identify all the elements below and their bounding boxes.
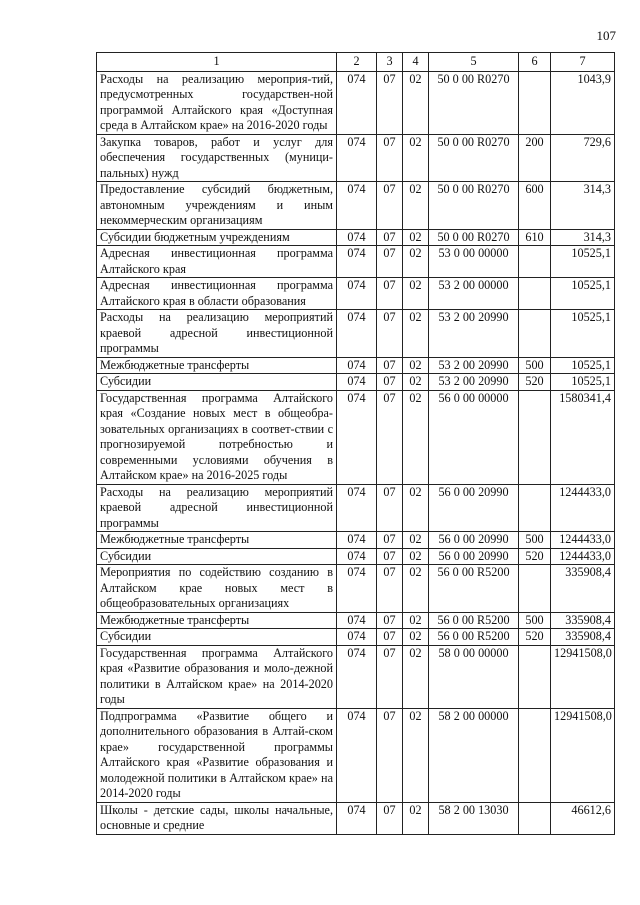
section-code: 07 xyxy=(377,134,403,182)
table-row xyxy=(97,548,615,565)
column-header: 5 xyxy=(429,53,519,72)
page-number: 107 xyxy=(596,28,616,43)
subsection-code: 02 xyxy=(403,246,429,278)
amount: 46612,6 xyxy=(551,802,615,834)
target-article-code: 53 2 00 20990 xyxy=(429,374,519,391)
table-row xyxy=(97,374,615,391)
amount: 10525,1 xyxy=(551,278,615,310)
ministry-code: 074 xyxy=(337,629,377,646)
header-row xyxy=(97,53,615,72)
subsection-code: 02 xyxy=(403,374,429,391)
target-article-code: 53 2 00 20990 xyxy=(429,357,519,374)
ministry-code: 074 xyxy=(337,532,377,549)
expense-type-code: 520 xyxy=(519,629,551,646)
section-code: 07 xyxy=(377,629,403,646)
expense-type-code xyxy=(519,246,551,278)
expense-type-code: 600 xyxy=(519,182,551,230)
table-row xyxy=(97,246,615,278)
ministry-code: 074 xyxy=(337,182,377,230)
ministry-code: 074 xyxy=(337,71,377,134)
target-article-code: 58 2 00 13030 xyxy=(429,802,519,834)
row-name: Мероприятия по содействию созданию в Алтайском крае новых мест в общеобразовательных организациях xyxy=(97,565,337,613)
column-header: 4 xyxy=(403,53,429,72)
expense-type-code xyxy=(519,278,551,310)
row-name: Межбюджетные трансферты xyxy=(97,357,337,374)
expense-type-code: 520 xyxy=(519,374,551,391)
amount: 314,3 xyxy=(551,229,615,246)
amount: 1244433,0 xyxy=(551,548,615,565)
ministry-code: 074 xyxy=(337,134,377,182)
table-row xyxy=(97,612,615,629)
ministry-code: 074 xyxy=(337,484,377,532)
expense-type-code: 610 xyxy=(519,229,551,246)
subsection-code: 02 xyxy=(403,484,429,532)
row-name: Государственная программа Алтайского края «Развитие образования и моло-дежной политики в Алтайском крае» на 2014-2020 годы xyxy=(97,645,337,708)
expense-type-code: 500 xyxy=(519,532,551,549)
table-row xyxy=(97,645,615,708)
row-name: Адресная инвестиционная программа Алтайского края xyxy=(97,246,337,278)
ministry-code: 074 xyxy=(337,612,377,629)
budget-table xyxy=(96,52,615,835)
row-name: Субсидии бюджетным учреждениям xyxy=(97,229,337,246)
target-article-code: 50 0 00 R0270 xyxy=(429,134,519,182)
section-code: 07 xyxy=(377,708,403,802)
row-name: Государственная программа Алтайского края «Создание новых мест в общеобра-зовательных организациях в соответ-ствии с прогнозируемой потребностью и современными условиями обучения в Алтайском крае» на 2016-2025 годы xyxy=(97,390,337,484)
ministry-code: 074 xyxy=(337,708,377,802)
table-row xyxy=(97,390,615,484)
amount: 729,6 xyxy=(551,134,615,182)
amount: 335908,4 xyxy=(551,612,615,629)
column-header: 6 xyxy=(519,53,551,72)
target-article-code: 58 0 00 00000 xyxy=(429,645,519,708)
subsection-code: 02 xyxy=(403,310,429,358)
column-header: 7 xyxy=(551,53,615,72)
section-code: 07 xyxy=(377,612,403,629)
target-article-code: 56 0 00 R5200 xyxy=(429,612,519,629)
amount: 10525,1 xyxy=(551,310,615,358)
target-article-code: 56 0 00 20990 xyxy=(429,532,519,549)
section-code: 07 xyxy=(377,229,403,246)
row-name: Межбюджетные трансферты xyxy=(97,612,337,629)
table-row xyxy=(97,310,615,358)
table-row xyxy=(97,532,615,549)
expense-type-code xyxy=(519,390,551,484)
table-row xyxy=(97,278,615,310)
amount: 10525,1 xyxy=(551,374,615,391)
expense-type-code xyxy=(519,565,551,613)
expense-type-code xyxy=(519,708,551,802)
ministry-code: 074 xyxy=(337,229,377,246)
section-code: 07 xyxy=(377,182,403,230)
row-name: Школы - детские сады, школы начальные, основные и средние xyxy=(97,802,337,834)
ministry-code: 074 xyxy=(337,357,377,374)
section-code: 07 xyxy=(377,357,403,374)
row-name: Расходы на реализацию мероприя-тий, предусмотренных государствен-ной программой Алтайского края «Доступная среда в Алтайском крае» на 2016-2020 годы xyxy=(97,71,337,134)
table-row xyxy=(97,629,615,646)
expense-type-code: 200 xyxy=(519,134,551,182)
target-article-code: 56 0 00 R5200 xyxy=(429,629,519,646)
amount: 335908,4 xyxy=(551,629,615,646)
amount: 1244433,0 xyxy=(551,484,615,532)
subsection-code: 02 xyxy=(403,357,429,374)
table-row xyxy=(97,229,615,246)
amount: 314,3 xyxy=(551,182,615,230)
section-code: 07 xyxy=(377,390,403,484)
subsection-code: 02 xyxy=(403,182,429,230)
target-article-code: 50 0 00 R0270 xyxy=(429,71,519,134)
ministry-code: 074 xyxy=(337,802,377,834)
section-code: 07 xyxy=(377,484,403,532)
ministry-code: 074 xyxy=(337,645,377,708)
table-row xyxy=(97,182,615,230)
row-name: Субсидии xyxy=(97,374,337,391)
target-article-code: 50 0 00 R0270 xyxy=(429,182,519,230)
expense-type-code: 500 xyxy=(519,357,551,374)
amount: 1580341,4 xyxy=(551,390,615,484)
ministry-code: 074 xyxy=(337,246,377,278)
target-article-code: 56 0 00 R5200 xyxy=(429,565,519,613)
section-code: 07 xyxy=(377,532,403,549)
subsection-code: 02 xyxy=(403,229,429,246)
ministry-code: 074 xyxy=(337,548,377,565)
column-header: 3 xyxy=(377,53,403,72)
subsection-code: 02 xyxy=(403,548,429,565)
amount: 1043,9 xyxy=(551,71,615,134)
subsection-code: 02 xyxy=(403,532,429,549)
amount: 1244433,0 xyxy=(551,532,615,549)
section-code: 07 xyxy=(377,374,403,391)
table-row xyxy=(97,565,615,613)
target-article-code: 58 2 00 00000 xyxy=(429,708,519,802)
section-code: 07 xyxy=(377,645,403,708)
amount: 10525,1 xyxy=(551,246,615,278)
row-name: Расходы на реализацию мероприятий краевой адресной инвестиционной программы xyxy=(97,484,337,532)
expense-type-code xyxy=(519,802,551,834)
ministry-code: 074 xyxy=(337,390,377,484)
subsection-code: 02 xyxy=(403,134,429,182)
expense-type-code: 520 xyxy=(519,548,551,565)
target-article-code: 56 0 00 20990 xyxy=(429,484,519,532)
amount: 10525,1 xyxy=(551,357,615,374)
target-article-code: 53 2 00 00000 xyxy=(429,278,519,310)
ministry-code: 074 xyxy=(337,278,377,310)
row-name: Подпрограмма «Развитие общего и дополнительного образования в Алтай-ском крае» государственной программы Алтайского края «Развитие образования и молодежной политики в Алтайском крае» на 2014-2020 годы xyxy=(97,708,337,802)
ministry-code: 074 xyxy=(337,565,377,613)
section-code: 07 xyxy=(377,565,403,613)
row-name: Расходы на реализацию мероприятий краевой адресной инвестиционной программы xyxy=(97,310,337,358)
row-name: Субсидии xyxy=(97,629,337,646)
target-article-code: 53 2 00 20990 xyxy=(429,310,519,358)
subsection-code: 02 xyxy=(403,71,429,134)
section-code: 07 xyxy=(377,802,403,834)
expense-type-code xyxy=(519,484,551,532)
section-code: 07 xyxy=(377,310,403,358)
subsection-code: 02 xyxy=(403,565,429,613)
column-header: 1 xyxy=(97,53,337,72)
subsection-code: 02 xyxy=(403,612,429,629)
section-code: 07 xyxy=(377,71,403,134)
amount: 335908,4 xyxy=(551,565,615,613)
ministry-code: 074 xyxy=(337,310,377,358)
expense-type-code xyxy=(519,71,551,134)
table-row xyxy=(97,484,615,532)
row-name: Межбюджетные трансферты xyxy=(97,532,337,549)
amount: 12941508,0 xyxy=(551,645,615,708)
column-header: 2 xyxy=(337,53,377,72)
row-name: Адресная инвестиционная программа Алтайского края в области образования xyxy=(97,278,337,310)
subsection-code: 02 xyxy=(403,708,429,802)
table-row xyxy=(97,134,615,182)
table-row xyxy=(97,708,615,802)
amount: 12941508,0 xyxy=(551,708,615,802)
table-row xyxy=(97,802,615,834)
subsection-code: 02 xyxy=(403,645,429,708)
subsection-code: 02 xyxy=(403,802,429,834)
target-article-code: 53 0 00 00000 xyxy=(429,246,519,278)
target-article-code: 50 0 00 R0270 xyxy=(429,229,519,246)
table-row xyxy=(97,357,615,374)
section-code: 07 xyxy=(377,278,403,310)
row-name: Предоставление субсидий бюджетным, автономным учреждениям и иным некоммерческим организациям xyxy=(97,182,337,230)
subsection-code: 02 xyxy=(403,390,429,484)
ministry-code: 074 xyxy=(337,374,377,391)
expense-type-code xyxy=(519,310,551,358)
subsection-code: 02 xyxy=(403,629,429,646)
expense-type-code: 500 xyxy=(519,612,551,629)
target-article-code: 56 0 00 20990 xyxy=(429,548,519,565)
subsection-code: 02 xyxy=(403,278,429,310)
section-code: 07 xyxy=(377,246,403,278)
table-row xyxy=(97,71,615,134)
row-name: Субсидии xyxy=(97,548,337,565)
target-article-code: 56 0 00 00000 xyxy=(429,390,519,484)
section-code: 07 xyxy=(377,548,403,565)
expense-type-code xyxy=(519,645,551,708)
row-name: Закупка товаров, работ и услуг для обеспечения государственных (муници-пальных) нужд xyxy=(97,134,337,182)
